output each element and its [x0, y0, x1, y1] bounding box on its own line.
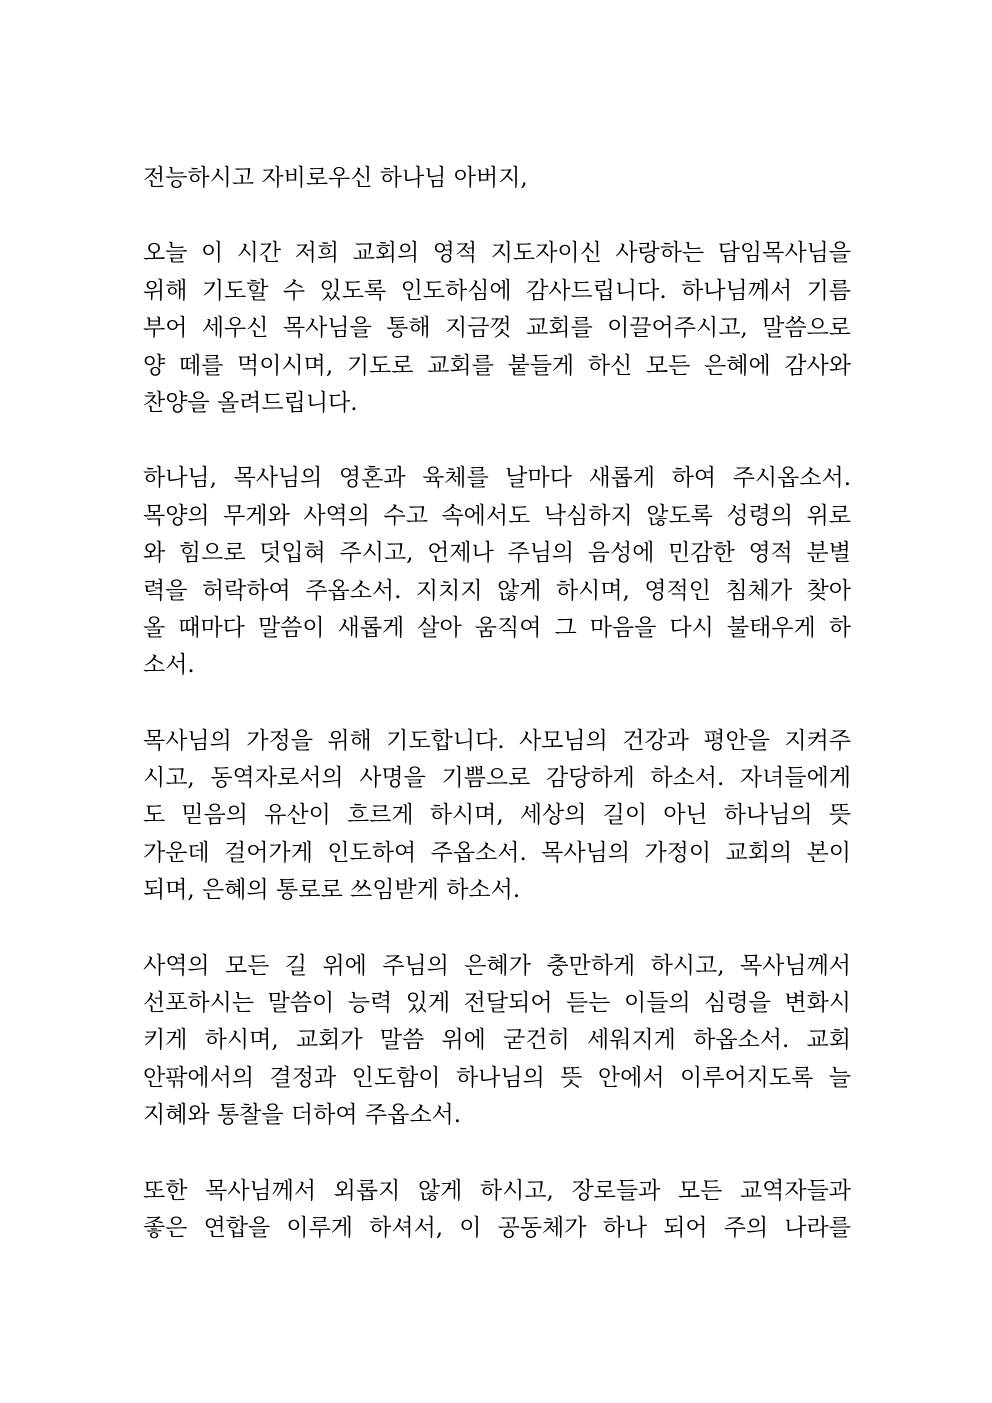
text-line: 하나님, 목사님의 영혼과 육체를 날마다 새롭게 하여 주시옵소서.	[143, 465, 851, 492]
text-line: 가운데 걸어가게 인도하여 주옵소서. 목사님의 가정이 교회의 본이	[143, 839, 851, 866]
text-line: 도 믿음의 유산이 흐르게 하시며, 세상의 길이 아닌 하나님의 뜻	[143, 802, 851, 829]
text-line: 키게 하시며, 교회가 말씀 위에 굳건히 세워지게 하옵소서. 교회	[143, 1027, 851, 1054]
text-line: 소서.	[143, 652, 195, 679]
text-line: 지혜와 통찰을 더하여 주옵소서.	[143, 1102, 462, 1129]
paragraph-3	[143, 723, 851, 910]
text-line: 좋은 연합을 이루게 하셔서, 이 공동체가 하나 되어 주의 나라를	[143, 1214, 851, 1241]
text-line: 찬양을 올려드립니다.	[143, 389, 358, 416]
text-line: 목사님의 가정을 위해 기도합니다. 사모님의 건강과 평안을 지켜주	[143, 727, 851, 754]
paragraph-1	[143, 235, 851, 422]
text-line: 위해 기도할 수 있도록 인도하심에 감사드립니다. 하나님께서 기름	[143, 277, 851, 304]
text-line: 와 힘으로 덧입혀 주시고, 언제나 주님의 음성에 민감한 영적 분별	[143, 540, 851, 567]
paragraph-2	[143, 460, 851, 684]
text-line: 올 때마다 말씀이 새롭게 살아 움직여 그 마음을 다시 불태우게 하	[143, 614, 851, 641]
greeting-paragraph	[143, 160, 851, 197]
text-line: 되며, 은혜의 통로로 쓰임받게 하소서.	[143, 877, 521, 904]
text-line: 오늘 이 시간 저희 교회의 영적 지도자이신 사랑하는 담임목사님을	[143, 240, 851, 267]
text-line: 선포하시는 말씀이 능력 있게 전달되어 듣는 이들의 심령을 변화시	[143, 990, 851, 1017]
prayer-text	[143, 160, 851, 1285]
paragraph-5	[143, 1173, 851, 1248]
text-line: 목양의 무게와 사역의 수고 속에서도 낙심하지 않도록 성령의 위로	[143, 502, 851, 529]
text-line: 양 떼를 먹이시며, 기도로 교회를 붙들게 하신 모든 은혜에 감사와	[143, 352, 851, 379]
text-line: 부어 세우신 목사님을 통해 지금껏 교회를 이끌어주시고, 말씀으로	[143, 315, 851, 342]
text-line: 또한 목사님께서 외롭지 않게 하시고, 장로들과 모든 교역자들과	[143, 1177, 851, 1204]
text-line: 안팎에서의 결정과 인도함이 하나님의 뜻 안에서 이루어지도록 늘	[143, 1064, 851, 1091]
greeting-line: 전능하시고 자비로우신 하나님 아버지,	[143, 165, 528, 191]
text-line: 력을 허락하여 주옵소서. 지치지 않게 하시며, 영적인 침체가 찾아	[143, 577, 851, 604]
text-line: 시고, 동역자로서의 사명을 기쁨으로 감당하게 하소서. 자녀들에게	[143, 765, 851, 792]
paragraph-4	[143, 948, 851, 1135]
text-line: 사역의 모든 길 위에 주님의 은혜가 충만하게 하시고, 목사님께서	[143, 952, 851, 979]
